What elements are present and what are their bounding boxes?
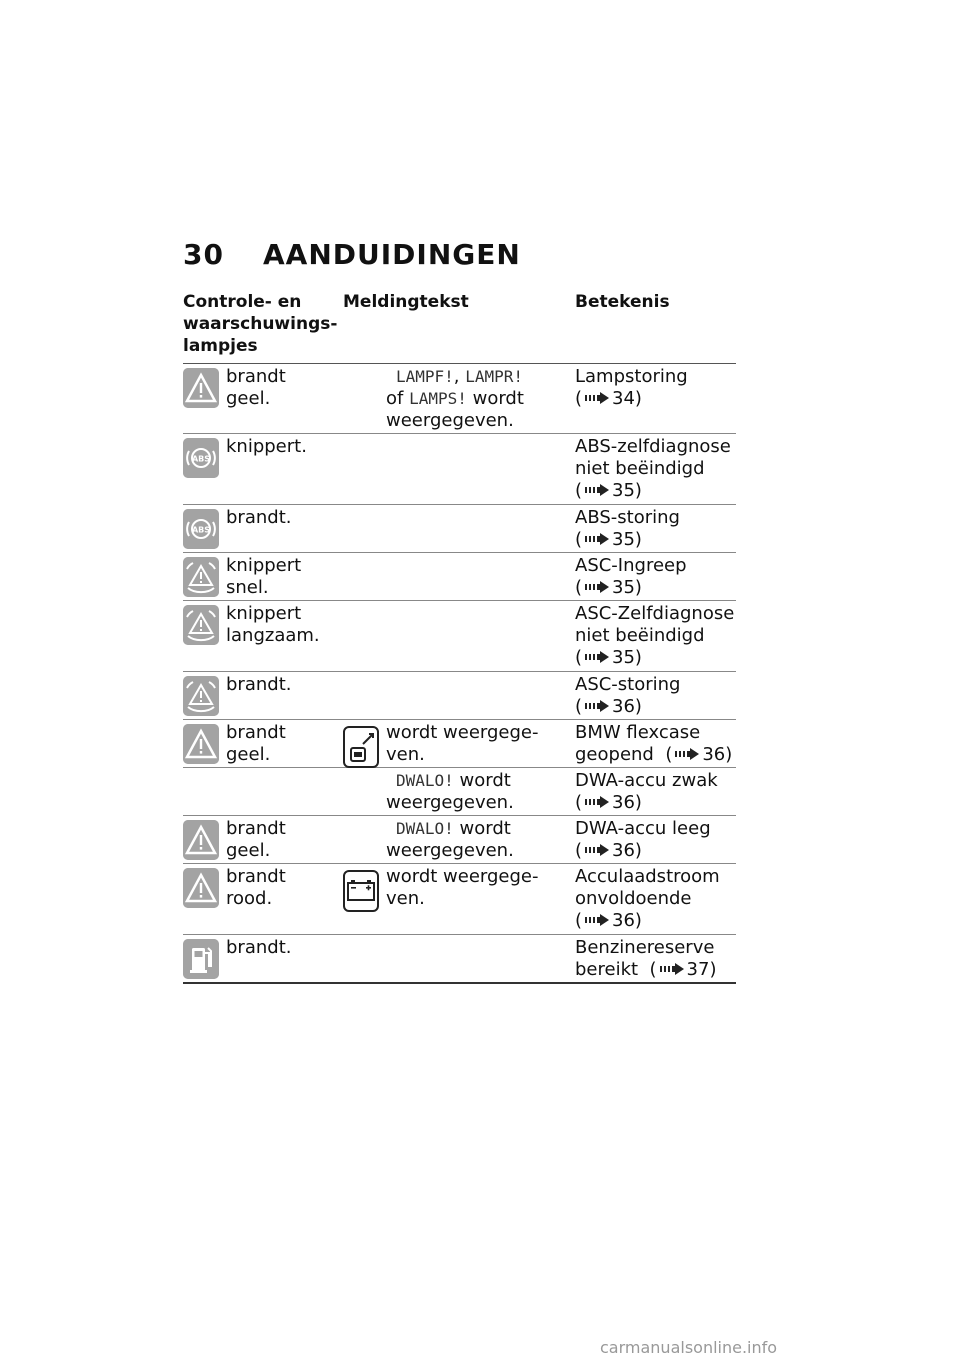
- meaning-text: ASC-storing ( 36): [575, 674, 681, 717]
- reference-arrow-icon: [674, 747, 700, 761]
- meaning-text: ASC-Ingreep ( 35): [575, 555, 687, 598]
- table-row: [183, 816, 736, 864]
- table-row: [183, 364, 736, 434]
- column-header-lamps-line: Controle- en: [183, 292, 302, 312]
- column-header-meaning: Betekenis: [575, 292, 670, 312]
- lamp-status: brandt geel.: [226, 366, 286, 409]
- table-row: [183, 864, 736, 935]
- asc-icon: [183, 676, 219, 716]
- reference-arrow-icon: [584, 913, 610, 927]
- asc-icon: [183, 557, 219, 597]
- reference-arrow-icon: [584, 483, 610, 497]
- lamp-status: brandt geel.: [226, 818, 286, 861]
- page-reference-link[interactable]: ( 36): [575, 792, 642, 813]
- warning-triangle-icon: [183, 820, 219, 860]
- meaning-text: Benzinereserve bereikt ( 37): [575, 937, 717, 980]
- table-row: [183, 601, 736, 672]
- watermark: carmanualsonline.info: [600, 1338, 778, 1357]
- page-title: AANDUIDINGEN: [263, 238, 521, 271]
- lamp-status: brandt.: [226, 674, 292, 695]
- warning-triangle-icon: [183, 868, 219, 908]
- lamp-status: knippert snel.: [226, 555, 302, 598]
- lamp-status: brandt.: [226, 937, 292, 958]
- warning-triangle-icon: [183, 724, 219, 764]
- column-header-message: Meldingtekst: [343, 292, 469, 312]
- asc-icon: [183, 605, 219, 645]
- meaning-text: ABS-storing ( 35): [575, 507, 680, 550]
- page-reference-link[interactable]: ( 36): [575, 696, 642, 717]
- message-text: wordt weergege- ven.: [386, 722, 539, 765]
- message-text: DWALO! wordt weergegeven.: [386, 770, 514, 813]
- table-row: [183, 434, 736, 505]
- reference-arrow-icon: [584, 699, 610, 713]
- reference-arrow-icon: [584, 843, 610, 857]
- table-row: [183, 505, 736, 553]
- meaning-text: DWA-accu zwak ( 36): [575, 770, 718, 813]
- reference-arrow-icon: [584, 532, 610, 546]
- column-header-lamps-line: waarschuwings-: [183, 314, 338, 334]
- svg-text:ABS: ABS: [191, 525, 211, 535]
- message-text: LAMPF!, LAMPR! of LAMPS! wordt weergegeven.: [386, 366, 524, 431]
- flexcase-icon: [343, 726, 379, 768]
- table-row: [183, 720, 736, 768]
- message-text: DWALO! wordt weergegeven.: [386, 818, 514, 861]
- page-reference-link[interactable]: ( 35): [575, 647, 642, 668]
- reference-arrow-icon: [659, 962, 685, 976]
- lamp-status: knippert.: [226, 436, 307, 457]
- meaning-text: Acculaadstroom onvoldoende ( 36): [575, 866, 720, 931]
- meaning-text: DWA-accu leeg ( 36): [575, 818, 711, 861]
- table-row: [183, 672, 736, 720]
- page-reference-link[interactable]: ( 36): [575, 840, 642, 861]
- lamp-status: brandt rood.: [226, 866, 286, 909]
- page-reference-link[interactable]: ( 35): [575, 480, 642, 501]
- page-reference-link[interactable]: ( 35): [575, 577, 642, 598]
- table-row: [183, 553, 736, 601]
- lamp-status: brandt.: [226, 507, 292, 528]
- abs-icon: [183, 509, 219, 549]
- page-reference-link[interactable]: ( 36): [665, 744, 733, 765]
- column-header-lamps-line: lampjes: [183, 336, 258, 356]
- table-row: [183, 768, 736, 816]
- meaning-text: ABS-zelfdiagnose niet beëindigd ( 35): [575, 436, 731, 501]
- battery-icon: [343, 870, 379, 912]
- page-reference-link[interactable]: ( 37): [649, 959, 717, 980]
- page-reference-link[interactable]: ( 34): [575, 388, 642, 409]
- page-reference-link[interactable]: ( 36): [575, 910, 642, 931]
- column-header-lamps: [183, 291, 337, 357]
- meaning-text: ASC-Zelfdiagnose niet beëindigd ( 35): [575, 603, 735, 668]
- meaning-text: Lampstoring ( 34): [575, 366, 688, 409]
- page-number: 30: [183, 238, 224, 271]
- page-reference-link[interactable]: ( 35): [575, 529, 642, 550]
- table-row: [183, 935, 736, 984]
- meaning-text: BMW flexcase geopend ( 36): [575, 722, 733, 765]
- lamp-status: knippert langzaam.: [226, 603, 320, 646]
- indicator-table: [183, 363, 736, 984]
- abs-icon: [183, 438, 219, 478]
- fuel-pump-icon: [183, 939, 219, 979]
- reference-arrow-icon: [584, 650, 610, 664]
- reference-arrow-icon: [584, 795, 610, 809]
- message-text: wordt weergege- ven.: [386, 866, 539, 909]
- warning-triangle-icon: [183, 368, 219, 408]
- page-header: [183, 238, 521, 271]
- reference-arrow-icon: [584, 580, 610, 594]
- svg-text:ABS: ABS: [191, 454, 211, 464]
- reference-arrow-icon: [584, 391, 610, 405]
- lamp-status: brandt geel.: [226, 722, 286, 765]
